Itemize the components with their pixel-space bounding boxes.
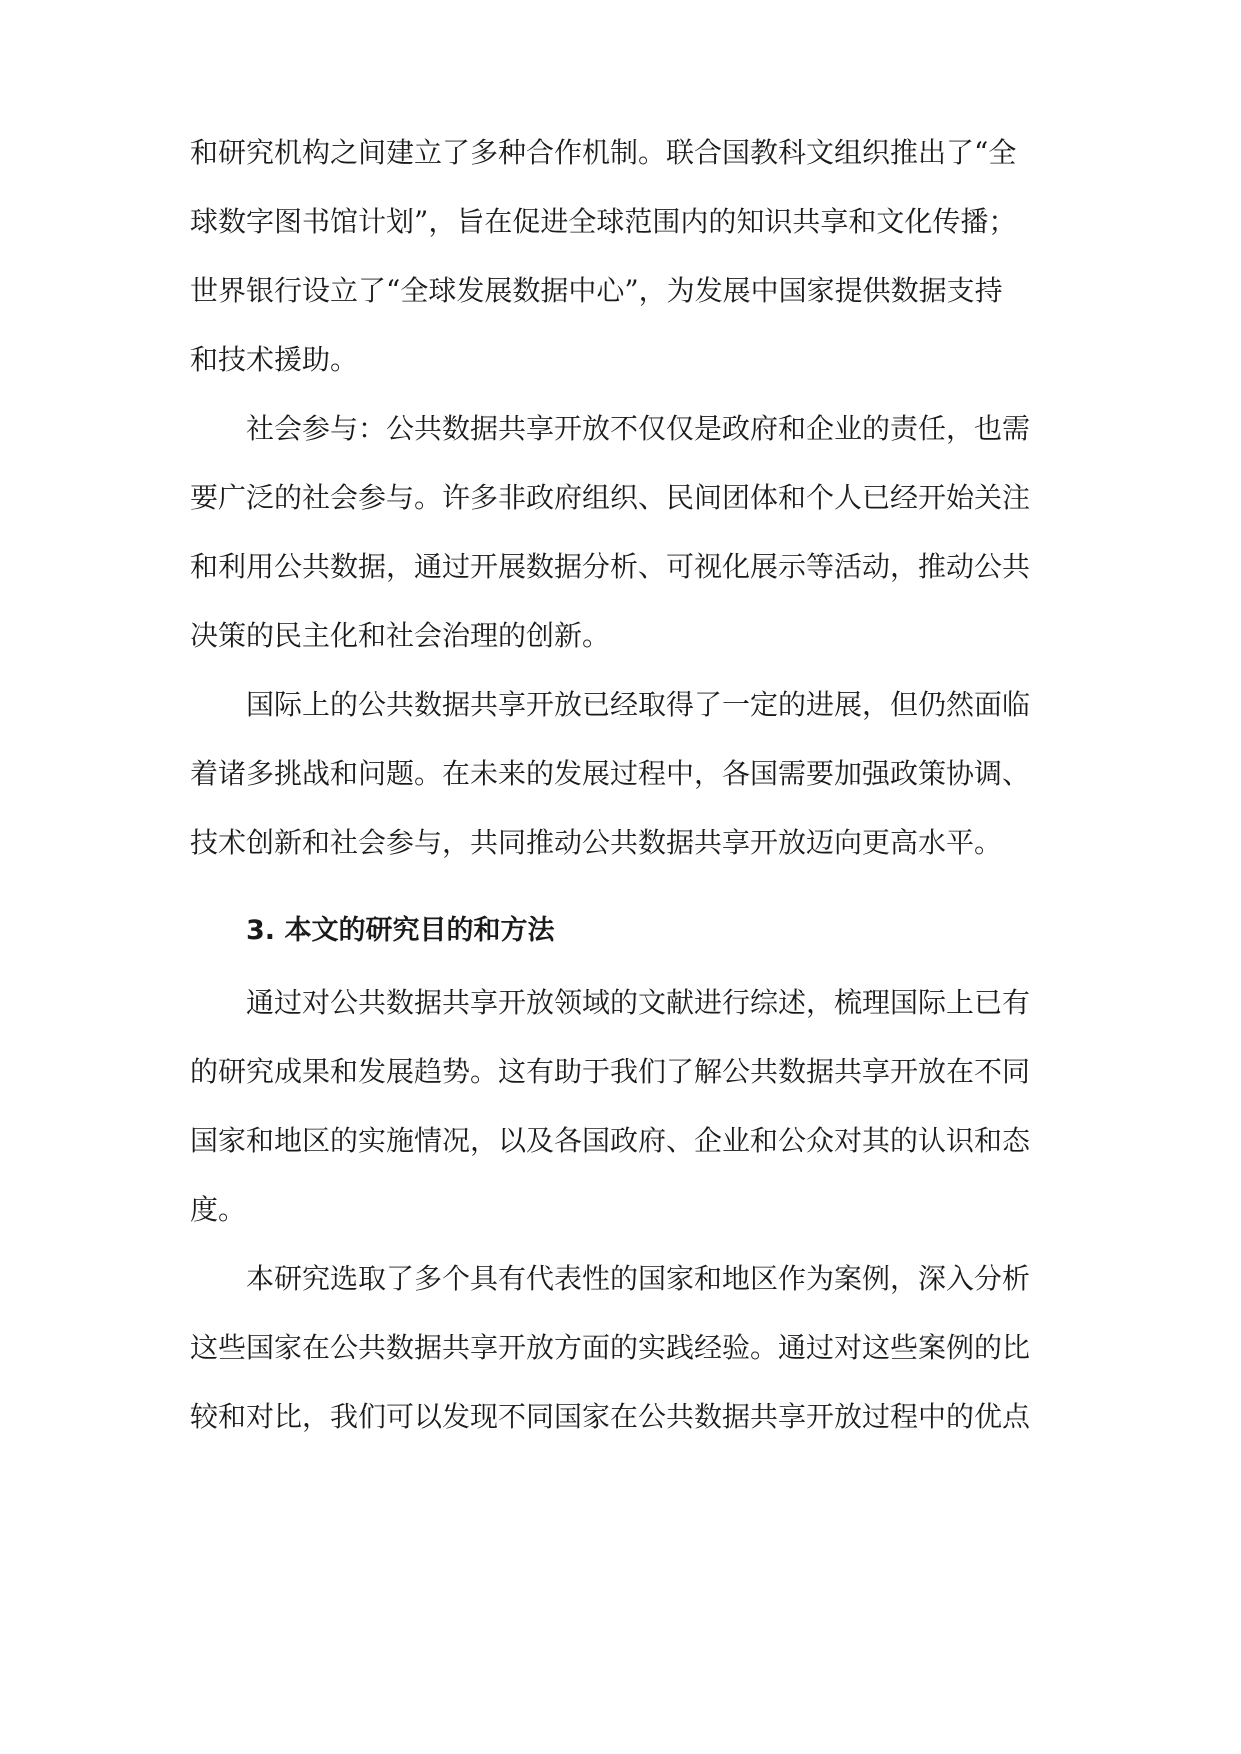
paragraph-line: 着诸多挑战和问题。在未来的发展过程中，各国需要加强政策协调、: [190, 757, 1031, 790]
paragraph-line: 决策的民主化和社会治理的创新。: [190, 619, 611, 652]
paragraph-line: 和技术援助。: [190, 343, 359, 376]
paragraph-line: 球数字图书馆计划”，旨在促进全球范围内的知识共享和文化传播；: [190, 205, 1017, 238]
paragraph-line: 国家和地区的实施情况，以及各国政府、企业和公众对其的认识和态: [190, 1124, 1031, 1157]
paragraph-line: 要广泛的社会参与。许多非政府组织、民间团体和个人已经开始关注: [190, 481, 1031, 514]
paragraph-line: 和研究机构之间建立了多种合作机制。联合国教科文组织推出了“全: [190, 136, 1017, 169]
section-heading: 3. 本文的研究目的和方法: [246, 915, 555, 946]
paragraph-line: 世界银行设立了“全球发展数据中心”，为发展中国家提供数据支持: [190, 274, 1003, 307]
paragraph-line: 本研究选取了多个具有代表性的国家和地区作为案例，深入分析: [246, 1262, 1031, 1295]
paragraph-line: 较和对比，我们可以发现不同国家在公共数据共享开放过程中的优点: [190, 1400, 1031, 1433]
paragraph-line: 这些国家在公共数据共享开放方面的实践经验。通过对这些案例的比: [190, 1331, 1031, 1364]
paragraph-line: 技术创新和社会参与，共同推动公共数据共享开放迈向更高水平。: [190, 826, 1003, 859]
paragraph-line: 度。: [190, 1193, 247, 1226]
paragraph-line: 和利用公共数据，通过开展数据分析、可视化展示等活动，推动公共: [190, 550, 1031, 583]
paragraph-line: 通过对公共数据共享开放领域的文献进行综述，梳理国际上已有: [246, 986, 1031, 1019]
paragraph-line: 的研究成果和发展趋势。这有助于我们了解公共数据共享开放在不同: [190, 1055, 1031, 1088]
paragraph-line: 社会参与：公共数据共享开放不仅仅是政府和企业的责任，也需: [246, 412, 1031, 445]
paragraph-line: 国际上的公共数据共享开放已经取得了一定的进展，但仍然面临: [246, 688, 1031, 721]
